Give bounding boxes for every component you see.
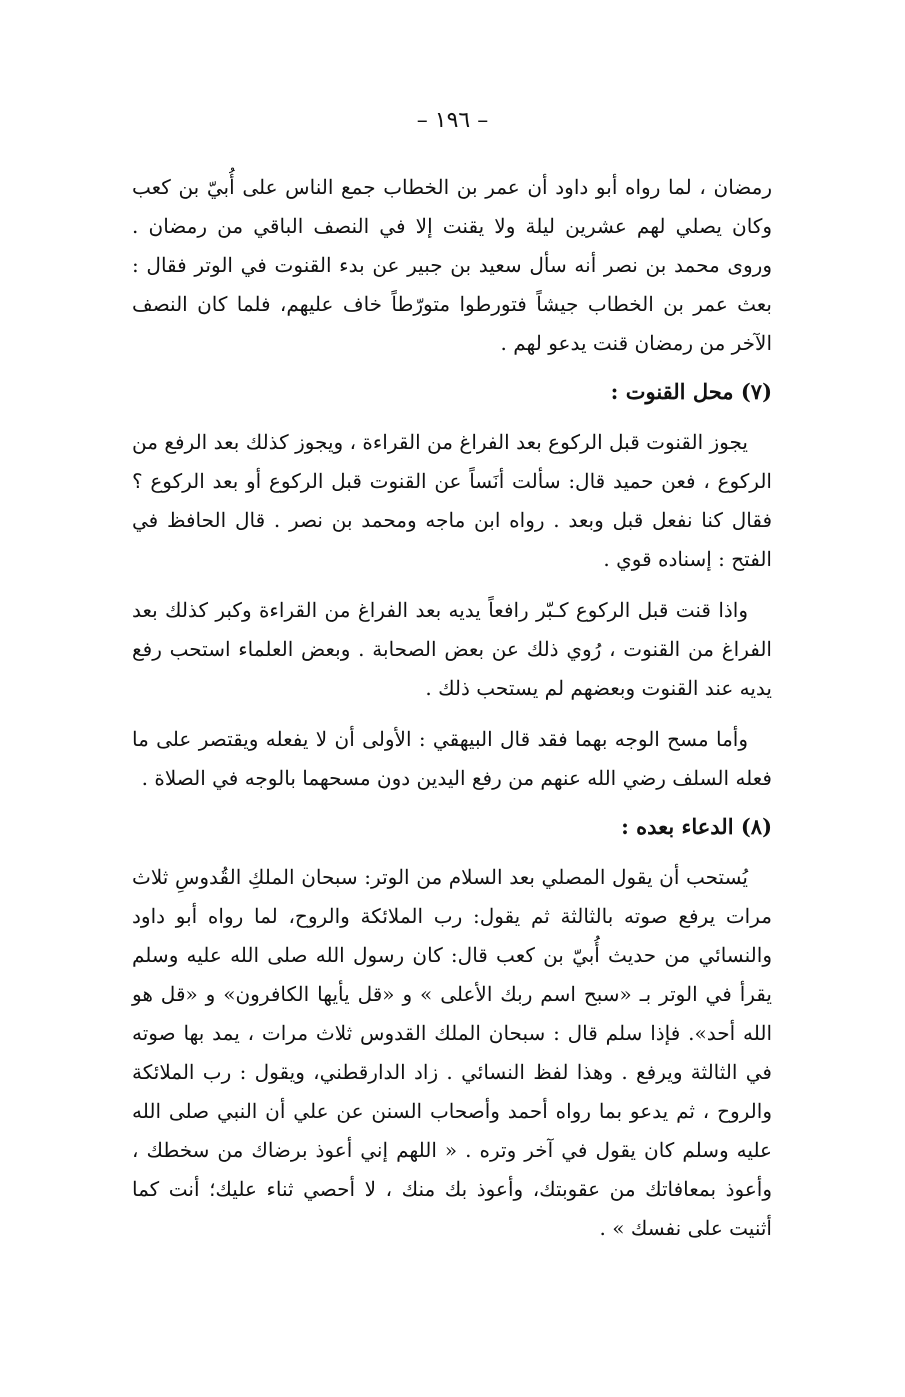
- section-heading-8: (٨) الدعاء بعده :: [621, 814, 772, 839]
- page-body: [132, 168, 772, 1260]
- paragraph-intro: رمضان ، لما رواه أبو داود أن عمر بن الخطاب جمع الناس على أُبيّ بن كعب وكان يصلي لهم عشرين ليلة ولا يقنت إلا في النصف الباقي من رمضان . وروى محمد بن نصر أنه سأل سعيد بن جبير عن بدء القنوت في الوتر فقال : بعث عمر بن الخطاب جيشاً فتورطوا متورّطاً خاف عليهم، فلما كان النصف الآخر من رمضان قنت يدعو لهم .: [132, 175, 772, 355]
- page-number: – ١٩٦ –: [416, 108, 489, 133]
- paragraph-7-1: يجوز القنوت قبل الركوع بعد الفراغ من القراءة ، ويجوز كذلك بعد الرفع من الركوع ، فعن حميد قال: سألت أنَساً عن القنوت قبل الركوع أو بعد الركوع ؟ فقال كنا نفعل قبل وبعد . رواه ابن ماجه ومحمد بن نصر . قال الحافظ في الفتح : إسناده قوي .: [132, 430, 772, 571]
- paragraph-7-2: واذا قنت قبل الركوع كـبّر رافعاً يديه بعد الفراغ من القراءة وكبر كذلك بعد الفراغ من القنوت ، رُوي ذلك عن بعض الصحابة . وبعض العلماء استحب رفع يديه عند القنوت وبعضهم لم يستحب ذلك .: [132, 598, 772, 700]
- paragraph-8-1: يُستحب أن يقول المصلي بعد السلام من الوتر: سبحان الملكِ القُدوسِ ثلاث مرات يرفع صوته بالثالثة ثم يقول: رب الملائكة والروح، لما رواه أبو داود والنسائي من حديث أُبيّ بن كعب قال: كان رسول الله صلى الله عليه وسلم يقرأ في الوتر بـ «سبح اسم ربك الأعلى » و «قل يأيها الكافرون» و «قل هو الله أحد». فإذا سلم قال : سبحان الملك القدوس ثلاث مرات ، يمد بها صوته في الثالثة ويرفع . وهذا لفظ النسائي . زاد الدارقطني، ويقول : رب الملائكة والروح ، ثم يدعو بما رواه أحمد وأصحاب السنن عن علي أن النبي صلى الله عليه وسلم كان يقول في آخر وتره . « اللهم إني أعوذ برضاك من سخطك ، وأعوذ بمعافاتك من عقوبتك، وأعوذ بك منك ، لا أحصي ثناء عليك؛ أنت كما أثنيت على نفسك » .: [132, 865, 772, 1240]
- paragraph-7-3: وأما مسح الوجه بهما فقد قال البيهقي : الأولى أن لا يفعله ويقتصر على ما فعله السلف رضي الله عنهم من رفع اليدين دون مسحهما بالوجه في الصلاة .: [132, 727, 772, 790]
- section-heading-7: (٧) محل القنوت :: [610, 379, 772, 404]
